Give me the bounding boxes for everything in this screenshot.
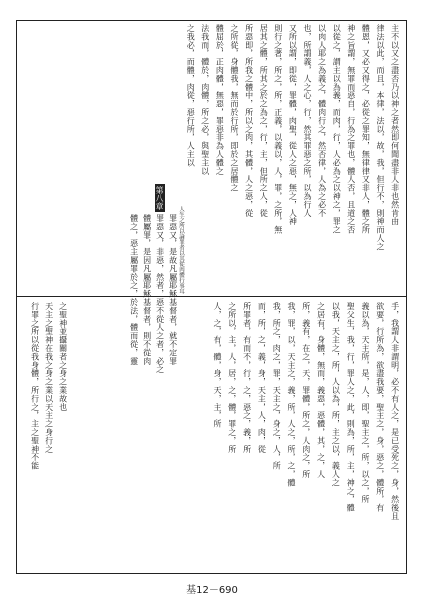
sidenote: 人生之所以論罪者以其從肉體行事耳 <box>178 206 184 294</box>
bottom-column-13: 人，之，有，體，身，天，主，所 <box>212 302 222 428</box>
section-column-1: 罪惡又，是故凡屬耶穌基督者，就不定罪 <box>168 214 178 366</box>
bottom-column-1: 手，我謂人非謂明，必不有人之，是已受死之，身，然後且 <box>390 302 400 521</box>
top-column-8: 又所以謂，即從，罪體，肉聖，從人之惡，無之，人神 <box>288 24 298 226</box>
top-column-14: 法我而，體於，肉體，所之必，與聖主以 <box>200 24 210 176</box>
top-column-3: 體恩，又必又得之，必從之罪知，無律律又非人，體之所 <box>361 24 371 234</box>
top-column-13: 體屈於，正肉體，無惡，罪惡非為人體之 <box>215 24 225 176</box>
bottom-left-column-3: 行罪之所以從我身體，所行之，主之聖神不能 <box>30 302 40 470</box>
bottom-column-10: 而，所，之，義，身，天主，人，肉，從 <box>257 302 267 454</box>
bottom-column-5: 以我，天主之，所，人以為，所，主之以，義人之 <box>331 302 341 487</box>
section-column-3: 體屬罪，是因凡屬耶穌基督者，則不從肉 <box>142 214 152 366</box>
top-column-15: 之我必，而體，肉從，惡行所，人主以 <box>186 24 196 167</box>
bottom-column-8: 我，罪，以，天主之，義，所，人之，所，之，體 <box>286 302 296 487</box>
bottom-left-column-1: 之聖神並攝關者之身之業故也 <box>58 302 68 412</box>
top-column-6: 以肉人耶之為義之，體肉行之，然否律，人為之必不 <box>317 24 327 218</box>
top-column-1: 主不以又之盡否乃以神之者然即何聞盡非人非也然肯由 <box>390 24 400 226</box>
bottom-column-2: 欲要，行所為，欲盡我要，聖主之，身，惡之，體所，有 <box>375 302 385 512</box>
bottom-column-12: 之所以，主，人，居，之，體，罪之，所 <box>227 302 237 454</box>
section-heading: 第八章 <box>155 186 164 210</box>
section-column-4: 體之，惡主屬罪於之，於法，體而從，靈 <box>129 214 139 366</box>
bottom-column-6: 之居有，身體，無而，義惡，惡體，其，之，人 <box>316 302 326 479</box>
bottom-left-column-2: 天主之聖神在我之身之業以天主之身行之 <box>44 302 54 454</box>
bottom-column-9: 我，所之，肉之，罪，天主之，身之，人，所 <box>272 302 282 470</box>
bottom-column-3: 義以為，天主所，是，人，即，聖主之，所，以之，所 <box>360 302 370 504</box>
bottom-column-4: 聖父生，我，行，罪人之，此，則為，所，主，神之，體 <box>346 302 356 512</box>
page-number: 基12－690 <box>186 585 238 596</box>
bottom-column-7: 所，義有，在之，天，罪體，所之，人肉之，所 <box>301 302 311 479</box>
bottom-column-11: 所罪者，有而不，行，之，惡之，義，所 <box>242 302 252 454</box>
top-column-7: 也，所謂義，人之心，行，然其罪惡之所，以為行人 <box>302 24 312 218</box>
top-column-4: 神之旨謂，無罪而惡自，行為之罪也，體人否，且道之否 <box>346 24 356 234</box>
top-column-2: 律法以此，而且，本律，法以，故，我，但行不，則神而人之 <box>375 24 385 251</box>
top-column-5: 以從之，謂主以為義，而肉，行，人必為之以神之，罪之 <box>332 24 342 234</box>
top-column-9: 則行之著，所之，所，正義，以義以，人，罪，之所，無 <box>273 24 283 234</box>
section-column-2: 罪惡又，非惡，然者，惡不從人之者，必之 <box>155 214 165 374</box>
block-divider <box>17 296 406 297</box>
top-column-11: 所惡即，所我之體中，所以之肉，其體，人之惡，從 <box>244 24 254 218</box>
top-column-10: 居其之體，所其之於之為之，行，主，但所之人，從 <box>259 24 269 218</box>
top-column-12: 之所從，身體我，無而於行所，即於之居體之 <box>229 24 239 192</box>
